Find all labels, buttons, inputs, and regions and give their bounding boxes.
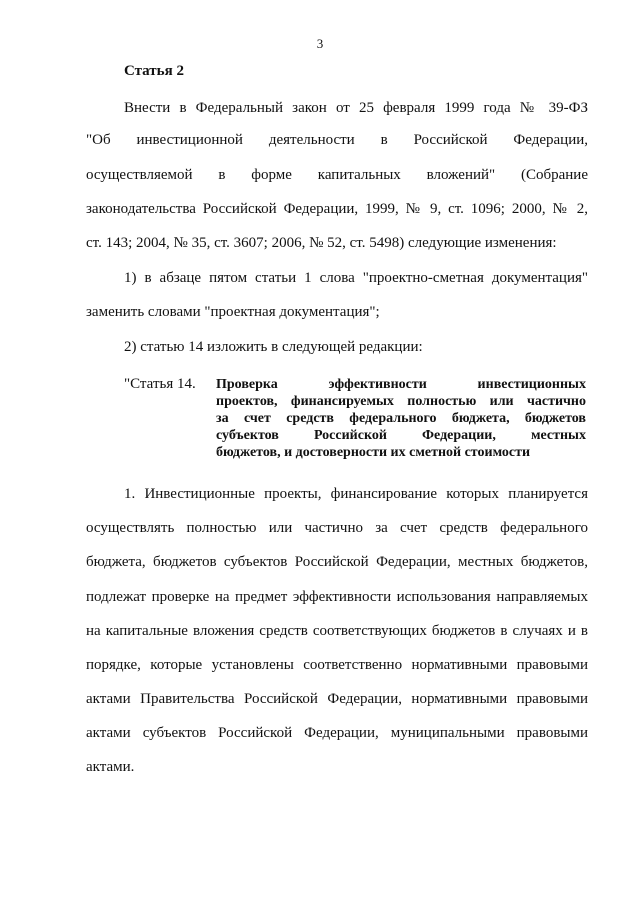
paragraph-1-line: на капитальные вложения средств соответствующих бюджетов в случаях и в — [86, 623, 588, 639]
paragraph-1-line: актами субъектов Российской Федерации, муниципальными правовыми — [86, 725, 588, 741]
quoted-article-title-line: за счет средств федерального бюджета, бюджетов — [216, 411, 586, 426]
intro-line: "Об инвестиционной деятельности в Российской Федерации, — [86, 132, 588, 148]
paragraph-1-line: бюджета, бюджетов субъектов Российской Федерации, местных бюджетов, — [86, 554, 588, 570]
quoted-article-title-line: проектов, финансируемых полностью или частично — [216, 394, 586, 409]
paragraph-1-line: 1. Инвестиционные проекты, финансирование которых планируется — [124, 486, 588, 502]
intro-line: законодательства Российской Федерации, 1999, № 9, ст. 1096; 2000, № 2, — [86, 201, 588, 217]
quoted-article-title-line: бюджетов, и достоверности их сметной стоимости — [216, 445, 531, 460]
paragraph-1-line: актами. — [86, 759, 135, 775]
item-1-line: 1) в абзаце пятом статьи 1 слова "проектно-сметная документация" — [124, 270, 588, 286]
paragraph-1-line: порядке, которые установлены соответственно нормативными правовыми — [86, 657, 588, 673]
paragraph-1-line: подлежат проверке на предмет эффективности использования направляемых — [86, 589, 588, 605]
intro-line: ст. 143; 2004, № 35, ст. 3607; 2006, № 52, ст. 5498) следующие изменения: — [86, 235, 557, 251]
quoted-article-title-line: Проверка эффективности инвестиционных — [216, 377, 586, 392]
page-number: 3 — [316, 36, 324, 51]
intro-line: осуществляемой в форме капитальных вложений" (Собрание — [86, 167, 588, 183]
article-heading: Статья 2 — [124, 63, 184, 79]
quoted-article-label: "Статья 14. — [124, 376, 196, 392]
paragraph-1-line: осуществлять полностью или частично за счет средств федерального — [86, 520, 588, 536]
item-1-line: заменить словами "проектная документация"; — [86, 304, 380, 320]
intro-line: Внести в Федеральный закон от 25 февраля 1999 года № 39-ФЗ — [124, 100, 588, 116]
quoted-article-title-line: субъектов Российской Федерации, местных — [216, 428, 586, 443]
paragraph-1-line: актами Правительства Российской Федерации, нормативными правовыми — [86, 691, 588, 707]
item-2-line: 2) статью 14 изложить в следующей редакции: — [124, 339, 423, 355]
